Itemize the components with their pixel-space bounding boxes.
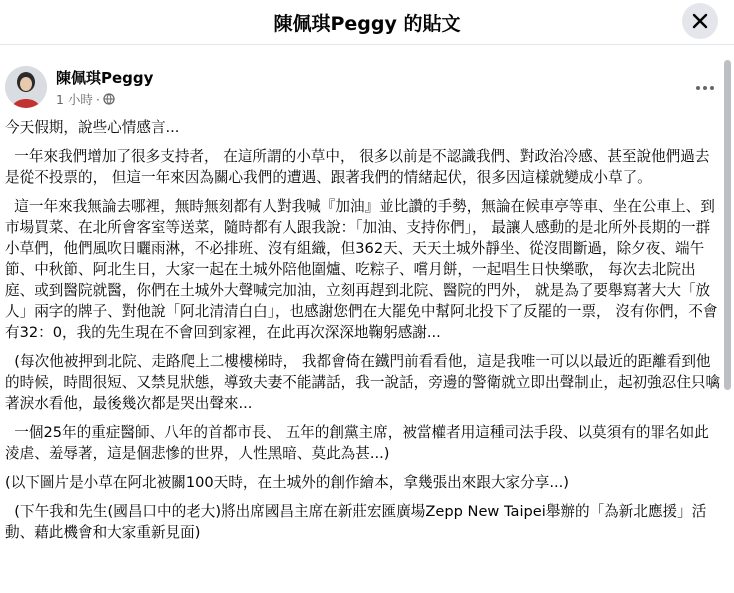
- post-paragraph: 今天假期，說些心情感言...: [5, 119, 180, 136]
- post-paragraph: 一年來我們增加了很多支持者， 在這所謂的小草中， 很多以前是不認識我們、對政治冷感、甚至說他們過去是從不投票的， 但這一年來因為關心我們的遭遇、跟著我們的情緒起伏，很多因這樣就變成小草了。: [5, 148, 710, 186]
- author-name[interactable]: 陳佩琪Peggy: [56, 69, 154, 87]
- scrollbar-thumb[interactable]: [724, 60, 731, 390]
- avatar[interactable]: [5, 66, 47, 108]
- close-icon: [692, 13, 708, 29]
- globe-icon[interactable]: [103, 93, 115, 105]
- avatar-image: [5, 66, 47, 108]
- more-options-icon: [695, 85, 715, 91]
- post-body: [5, 117, 721, 551]
- post-paragraph: 一個25年的重症醫師、八年的首都市長、 五年的創黨主席，被當權者用這種司法手段、以莫須有的罪名如此淩虐、羞辱著，這是個悲慘的世界，人性黑暗、莫此為甚...): [5, 424, 709, 462]
- dialog-title: 陳佩琪Peggy 的貼文: [273, 13, 461, 35]
- close-button[interactable]: [682, 3, 718, 39]
- post-author-row: [5, 66, 705, 114]
- dialog-header: [0, 0, 734, 45]
- meta-separator: ·: [95, 91, 100, 107]
- more-options-button[interactable]: [690, 78, 720, 98]
- post-paragraph: (每次他被押到北院、走路爬上二樓樓梯時， 我都會倚在鐵門前看看他，這是我唯一可以以最近的距離看到他的時候，時間很短、又禁見狀態，導致夫妻不能講話，我一說話，旁邊的警衛就立即出聲制止，起初強忍住只噙著淚水看他，最後幾次都是哭出聲來...: [5, 353, 721, 412]
- post-paragraph: 這一年來我無論去哪裡，無時無刻都有人對我喊『加油』並比讚的手勢，無論在候車亭等車、坐在公車上、到市場買菜、在北所會客室等送菜，隨時都有人跟我說：「加油、支持你們」， 最讓人感動的是北所外長期的一群小草們，他們風吹日曬雨淋，不必排班、沒有組織，但362天、天天土城外靜坐、從沒間斷過，除夕夜、端午節、中秋節、阿北生日，大家一起在土城外陪他圍爐、吃粽子、嚐月餅，一起唱生日快樂歌， 每次去北院出庭、或到醫院就醫，你們在土城外大聲喊完加油，立刻再趕到北院、醫院的門外， 就是為了要舉寫著大大「放人」兩字的牌子、對他說「阿北清清白白」，也感謝您們在大罷免中幫阿北投下了反罷的一票， 沒有你們，不會有32：0，我的先生現在不會回到家裡，在此再次深深地鞠躬感謝...: [5, 198, 718, 341]
- post-timestamp[interactable]: 1 小時: [56, 92, 93, 107]
- post-paragraph: (下午我和先生(國昌口中的老大)將出席國昌主席在新莊宏匯廣場Zepp New Taipei舉辦的「為新北應援」活動、藉此機會和大家重新見面): [5, 503, 707, 541]
- post-meta: [56, 90, 115, 108]
- post-paragraph: (以下圖片是小草在阿北被關100天時，在土城外的創作繪本，拿幾張出來跟大家分享...): [5, 474, 569, 491]
